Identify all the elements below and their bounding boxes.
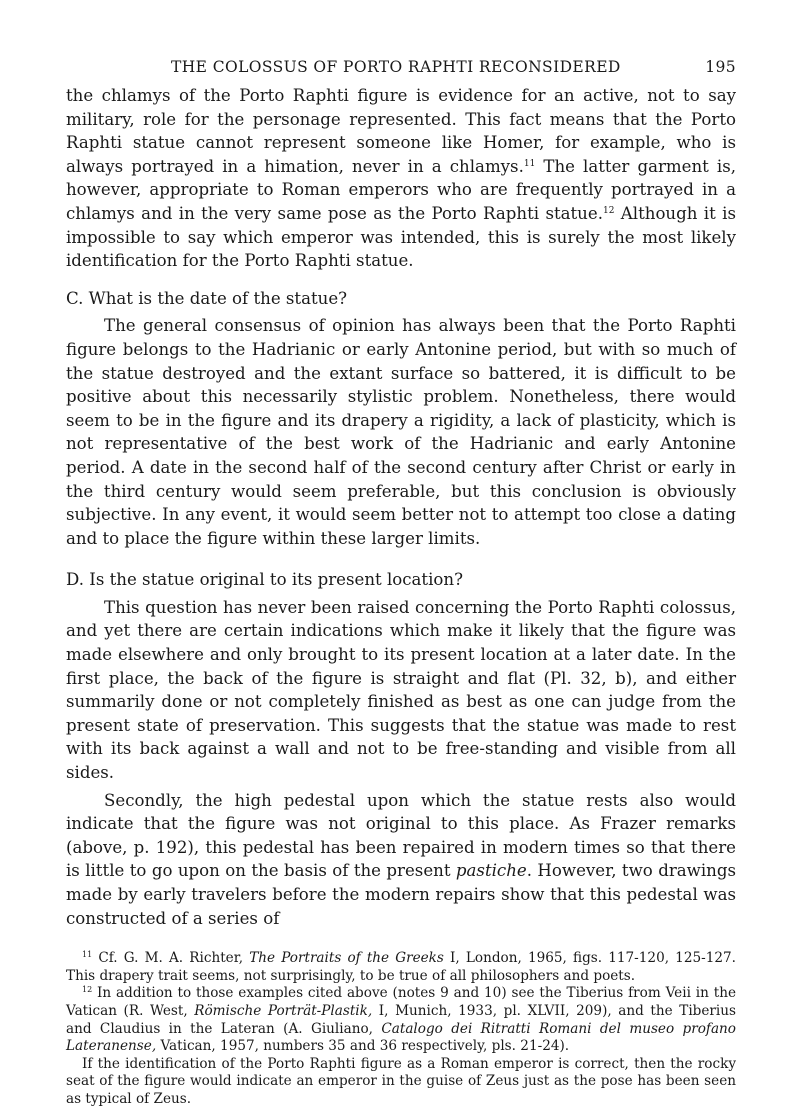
text-run: I, London, 1965, figs. 117-120, 125-127. This drapery trait seems, not surprisingly, to be true of all philosophers and poets.	[66, 950, 736, 984]
footnote-12	[66, 985, 736, 1055]
text-run: I, Munich, 1933, pl. XLVII, 209), and the Tiberius and Claudius in the Lateran (A. Giuliano,	[66, 1002, 737, 1037]
footnote-12-continuation: If the identification of the Porto Raphti figure as a Roman emperor is correct, then the rocky seat of the figure would indicate an emperor in the guise of Zeus just as the pose has been seen as typical of Zeus.	[66, 1055, 736, 1107]
text-run: Cf. G. M. A. Richter,	[92, 950, 250, 967]
section-heading-d: D. Is the statue original to its present location?	[66, 570, 463, 590]
italic-term: pastiche	[455, 861, 527, 881]
footnote-ref-12[interactable]: 12	[602, 205, 615, 216]
paragraph-date: The general consensus of opinion has always been that the Porto Raphti figure belongs to the Hadrianic or early Antonine period, but with so much of the statue destroyed and the extant surface so battered, it is difficult to be positive about this necessarily stylistic problem. Nonetheless, there would seem to be in the figure and its drapery a rigidity, a lack of plasticity, which is not representative of the best work of the Hadrianic and early Antonine period. A date in the second half of the second century after Christ or early in the third century would seem preferable, but this conclusion is obviously subjective. In any event, it would seem better not to attempt too close a dating and to place the figure within these larger limits.	[66, 316, 736, 548]
page-number: 195	[705, 58, 736, 76]
page	[66, 58, 736, 1109]
italic-title: Römische Porträt-Plastik,	[194, 1002, 373, 1019]
footnotes	[66, 950, 736, 1108]
paragraph-location-2	[66, 789, 736, 931]
paragraph-location-1: This question has never been raised concerning the Porto Raphti colossus, and yet there are certain indications which make it likely that the figure was made elsewhere and only brought to its present location at a later date. In the first place, the back of the figure is straight and flat (Pl. 32, b), and either summarily done or not completely finished as best as one can judge from the present state of preservation. This suggests that the statue was made to rest with its back against a wall and not to be free-standing and visible from all sides.	[66, 597, 736, 783]
italic-title: Catalogo dei Ritratti Romani del museo profano Lateranense,	[66, 1020, 736, 1055]
text-run: In addition to those examples cited above (notes 9 and 10) see the Tiberius from Veii in the Vatican (R. West,	[66, 985, 736, 1019]
text-run: the chlamys of the Porto Raphti figure is evidence for an active, not to say military, role for the personage represented. This fact means that the Porto Raphti statue cannot represent someone like Homer, for example, who is always portrayed in a himation, never in a chlamys.	[66, 86, 736, 176]
running-title: THE COLOSSUS OF PORTO RAPHTI RECONSIDERED	[171, 58, 621, 76]
running-header	[66, 58, 736, 84]
section-heading-c: C. What is the date of the statue?	[66, 288, 348, 308]
footnote-ref-11[interactable]: 11	[523, 158, 536, 169]
footnote-number: 12	[82, 985, 93, 995]
text-run: Secondly, the high pedestal upon which the statue rests also would indicate that the figure was not original to this place. As Frazer remarks (above, p. 192), this pedestal has been repaired in modern times so that there is little to go upon on the basis of the present	[66, 790, 736, 881]
text-run: . However, two drawings made by early travelers before the modern repairs show that this pedestal was constructed of a series of	[66, 861, 736, 928]
text-run: Vatican, 1957, numbers 35 and 36 respectively, pls. 21-24).	[156, 1038, 570, 1055]
text-run: Although it is impossible to say which emperor was intended, this is surely the most likely identification for the Porto Raphti statue.	[66, 203, 736, 271]
paragraph-chlamys	[66, 84, 736, 273]
italic-title: The Portraits of the Greeks	[249, 950, 444, 967]
text-run: The latter garment is, however, appropriate to Roman emperors who are frequently portrayed in a chlamys and in the very same pose as the Porto Raphti statue.	[66, 156, 736, 223]
footnote-number: 11	[82, 950, 93, 960]
footnote-11	[66, 950, 736, 985]
